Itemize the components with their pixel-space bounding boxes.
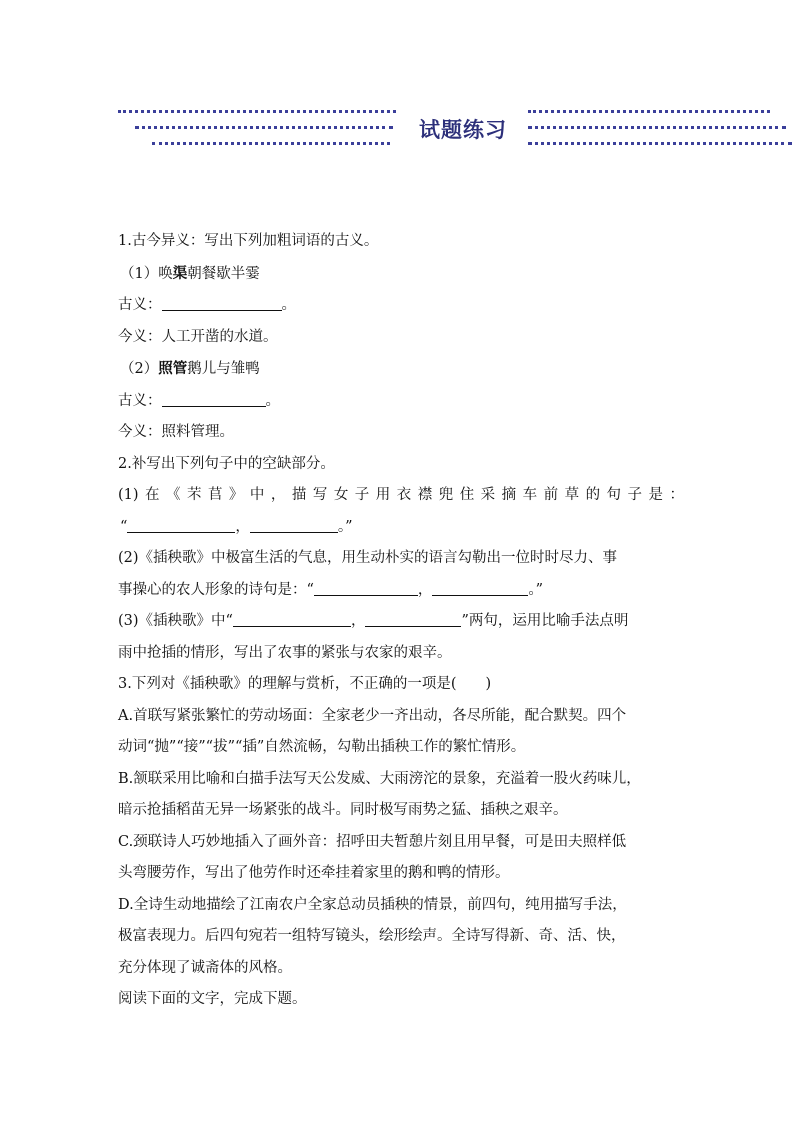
q1-item-1-ancient: 古义： 。 [118, 290, 684, 322]
answer-blank[interactable] [162, 292, 282, 311]
answer-blank[interactable] [314, 577, 418, 596]
bold-word: 渠 [172, 264, 188, 282]
answer-blank[interactable] [162, 388, 266, 407]
q3-option-d-cont-2: 充分体现了诚斋体的风格。 [118, 959, 292, 976]
answer-blank[interactable] [365, 608, 461, 627]
q3-stem: 3.下列对《插秧歌》的理解与赏析，不正确的一项是( ) [118, 676, 492, 692]
header-dotted-line-right-1 [528, 110, 770, 113]
q3-option-c-cont: 头弯腰劳作，写出了他劳作时还牵挂着家里的鹅和鸭的情形。 [118, 865, 510, 881]
header-dotted-line-left-3 [152, 142, 390, 145]
answer-blank[interactable] [233, 608, 351, 627]
bold-word: 照管 [158, 360, 188, 377]
q2-sentence-3-cont: 雨中抢插的情形，写出了农事的紧张与农家的艰辛。 [118, 644, 452, 661]
answer-blank[interactable] [432, 577, 528, 596]
q1-item-2-ancient: 古义： 。 [118, 386, 684, 418]
reading-instruction: 阅读下面的文字，完成下题。 [118, 991, 307, 1007]
q2-stem: 2.补写出下列句子中的空缺部分。 [118, 455, 335, 472]
header-dotted-line-right-3 [528, 142, 792, 145]
q3-option-c: C.颈联诗人巧妙地插入了画外音：招呼田夫暂憩片刻且用早餐，可是田夫照样低 [118, 833, 627, 850]
q3-option-b: B.颔联采用比喻和白描手法写天公发威、大雨滂沱的景象，充溢着一股火药味儿， [118, 770, 641, 787]
header-dotted-line-left-1 [118, 110, 396, 113]
page-title: 试题练习 [419, 118, 507, 142]
q2-sentence-2: (2)《插秧歌》中极富生活的气息，用生动朴实的语言勾勒出一位时时尽力、事 [118, 550, 618, 566]
answer-blank[interactable] [250, 514, 338, 533]
exercise-content [118, 226, 684, 1016]
header-dotted-line-left-2 [135, 126, 393, 129]
q3-option-a-cont: 动词“抛”“接”“拔”“插”自然流畅，勾勒出插秧工作的繁忙情形。 [118, 739, 526, 755]
q1-item-2-modern: 今义：照料管理。 [118, 424, 234, 440]
q1-stem: 1.古今异义：写出下列加粗词语的古义。 [118, 233, 379, 249]
q2-sentence-1: (1)在《芣苢》中，描写女子用衣襟兜住采摘车前草的句子是： [118, 487, 684, 503]
q2-sentence-1-blanks: “ ， 。” [118, 512, 684, 544]
q1-item-1: （1）唤渠朝餐歇半霎 [120, 264, 260, 282]
answer-blank[interactable] [127, 514, 235, 533]
q3-option-d: D.全诗生动地描绘了江南农户全家总动员插秧的情景，前四句，纯用描写手法， [118, 896, 627, 913]
header-dotted-line-right-2 [528, 126, 786, 129]
q2-sentence-3: (3)《插秧歌》中“ ， ”两句，运用比喻手法点明 [118, 606, 684, 638]
q2-sentence-2-blanks: 事操心的农人形象的诗句是：“ ， 。” [118, 575, 684, 607]
q1-item-2: （2）照管鹅儿与雏鸭 [120, 360, 260, 377]
q3-option-a: A.首联写紧张繁忙的劳动场面：全家老少一齐出动，各尽所能，配合默契。四个 [118, 707, 627, 724]
q3-option-b-cont: 暗示抢插稻苗无异一场紧张的战斗。同时极写雨势之猛、插秧之艰辛。 [118, 802, 568, 818]
section-header [0, 100, 794, 160]
q1-item-1-modern: 今义：人工开凿的水道。 [118, 328, 278, 345]
q3-option-d-cont: 极富表现力。后四句宛若一组特写镜头，绘形绘声。全诗写得新、奇、活、快， [118, 928, 626, 944]
